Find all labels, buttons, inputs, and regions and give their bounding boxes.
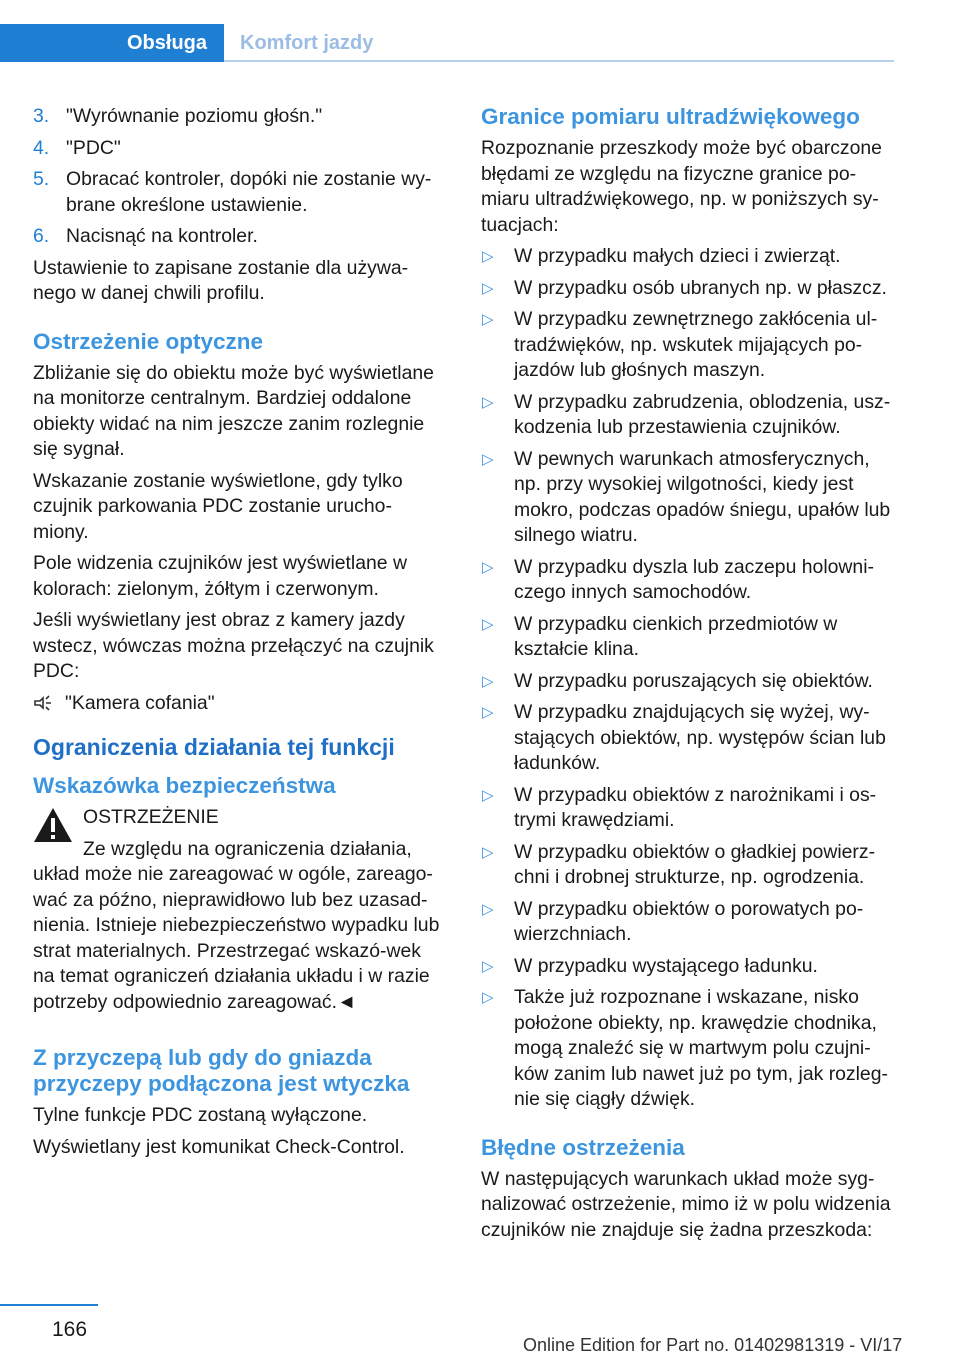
list-item: ▷ W przypadku obiektów o porowatych po-wierzchniach.: [482, 897, 864, 945]
paragraph: Wskazanie zostanie wyświetlone, gdy tylko czujnik parkowania PDC zostanie urucho-miony.: [33, 469, 403, 543]
warning-text-lead: Ze względu na ograniczenia działania,: [83, 837, 412, 860]
tab-obsluga[interactable]: Obsługa: [0, 24, 224, 62]
tab-komfort-jazdy[interactable]: Komfort jazdy: [240, 31, 374, 54]
heading-trailer: Z przyczepą lub gdy do gniazda przyczepy podłączona jest wtyczka: [33, 1045, 410, 1096]
bullet-triangle-icon: ▷: [482, 248, 494, 265]
right-column: [481, 104, 896, 1249]
step-item: 6. Nacisnąć na kontroler.: [33, 225, 258, 247]
paragraph: Jeśli wyświetlany jest obraz z kamery jazdy wstecz, wówczas można przełączyć na czujnik PDC:: [33, 609, 434, 682]
page-number: 166: [52, 1318, 88, 1341]
paragraph: Pole widzenia czujników jest wyświetlane w kolorach: zielonym, żółtym i czerwonym.: [33, 552, 407, 600]
list-item: ▷ W przypadku osób ubranych np. w płaszcz.: [481, 276, 896, 302]
left-column: [33, 104, 445, 1166]
list-item: ▷ W przypadku małych dzieci i zwierząt.: [481, 244, 896, 270]
warning-triangle-icon: [33, 807, 73, 843]
camera-label: "Kamera cofania": [65, 691, 215, 714]
list-item: ▷ W przypadku obiektów o gładkiej powierz-chni i drobnej strukturze, np. ogrodzenia.: [482, 840, 876, 888]
step-item: 5. Obracać kontroler, dopóki nie zostanie wy-brane określone ustawienie.: [33, 168, 432, 216]
bullet-triangle-icon: ▷: [482, 672, 494, 690]
warning-block: [33, 805, 445, 1015]
list-item: ▷ W przypadku poruszających się obiektów.: [481, 669, 896, 695]
list-item: ▷ Także już rozpoznane i wskazane, nisko położone obiekty, np. krawędzie chodnika, mogą znaleźć się w martwym polu czujni-ków zanim lub nawet już po tym, jak rozleg-nie się ciągły dźwięk.: [482, 986, 888, 1110]
paragraph: Zbliżanie się do obiektu może być wyświetlane na monitorze centralnym. Bardziej oddalone obiekty widać na nim jeszcze zanim rozlegnie się sygnał.: [33, 361, 434, 460]
page-number-bar: [0, 1304, 98, 1306]
list-item: ▷ W przypadku znajdujących się wyżej, wy-stających obiektów, np. występów ścian lub ładunków.: [482, 701, 886, 774]
warning-text: układ może nie zareagować w ogóle, zareago-wać za późno, nieprawidłowo lub bez uzasad-nienia. Istnieje niebezpieczeństwo wypadku lub strat materialnych. Przestrzegać wskazó-wek na temat ograniczeń działania układu i w razie potrzeby odpowiednio zareagować.◄: [33, 863, 440, 1013]
bullet-triangle-icon: ▷: [482, 704, 494, 721]
paragraph: W następujących warunkach układ może syg-nalizować ostrzeżenie, mimo iż w polu widzenia czujników nie znajduje się żadna przeszkoda:: [481, 1167, 891, 1241]
list-item: ▷ W przypadku zabrudzenia, oblodzenia, usz-kodzenia lub przestawienia czujników.: [482, 390, 891, 438]
list-item: ▷ W przypadku obiektów z narożnikami i os-trymi krawędziami.: [482, 783, 877, 831]
paragraph: Tylne funkcje PDC zostaną wyłączone.: [33, 1104, 368, 1126]
paragraph: Wyświetlany jest komunikat Check-Control.: [33, 1135, 405, 1158]
bullet-triangle-icon: ▷: [482, 450, 494, 468]
profile-paragraph: Ustawienie to zapisane zostanie dla używa-nego w danej chwili profilu.: [33, 256, 409, 304]
list-item: ▷ W przypadku dyszla lub zaczepu holowni-czego innych samochodów.: [482, 555, 874, 603]
bullet-triangle-icon: ▷: [482, 393, 494, 411]
heading-optical-warning: Ostrzeżenie optyczne: [33, 328, 264, 354]
step-item: 3. "Wyrównanie poziomu głośn.": [33, 105, 323, 127]
list-item: ▷ W pewnych warunkach atmosferycznych, np. przy wysokiej wilgotności, kiedy jest mokro, podczas opadów śniegu, upałów lub silnego wiatru.: [482, 447, 891, 546]
header-divider: [224, 60, 894, 62]
list-item: ▷ W przypadku wystającego ładunku.: [481, 954, 896, 980]
camera-line: [33, 691, 445, 717]
list-item: ▷ W przypadku zewnętrznego zakłócenia ul-tradźwięków, np. wskutek mijających po-jazdów lub głośnych maszyn.: [482, 308, 878, 381]
bullet-triangle-icon: ▷: [482, 786, 494, 804]
bullet-triangle-icon: ▷: [482, 311, 494, 328]
heading-false-warnings: Błędne ostrzeżenia: [481, 1134, 685, 1160]
step-item: 4. "PDC": [33, 136, 121, 159]
bullet-triangle-icon: ▷: [482, 989, 494, 1006]
heading-ultrasonic: Granice pomiaru ultradźwiękowego: [481, 104, 860, 129]
heading-limits: Ograniczenia działania tej funkcji: [33, 734, 395, 760]
bullet-triangle-icon: ▷: [482, 558, 494, 576]
bullet-triangle-icon: ▷: [482, 900, 494, 918]
bullet-list: [481, 244, 896, 1113]
bullet-triangle-icon: ▷: [482, 957, 494, 975]
rear-camera-icon: [33, 693, 55, 713]
paragraph: Rozpoznanie przeszkody może być obarczone błędami ze względu na fizyczne granice po-miaru ultradźwiękowego, np. w poniższych sy-tuacjach:: [481, 137, 882, 236]
edition-footer: Online Edition for Part no. 01402981319 - VI/17: [523, 1335, 903, 1355]
header-bar: [0, 24, 894, 62]
heading-safety: Wskazówka bezpieczeństwa: [33, 773, 336, 798]
warning-title: OSTRZEŻENIE: [83, 806, 219, 828]
bullet-triangle-icon: ▷: [482, 843, 494, 861]
bullet-triangle-icon: ▷: [482, 615, 494, 633]
list-item: ▷ W przypadku cienkich przedmiotów w kształcie klina.: [482, 612, 838, 660]
bullet-triangle-icon: ▷: [482, 279, 494, 297]
